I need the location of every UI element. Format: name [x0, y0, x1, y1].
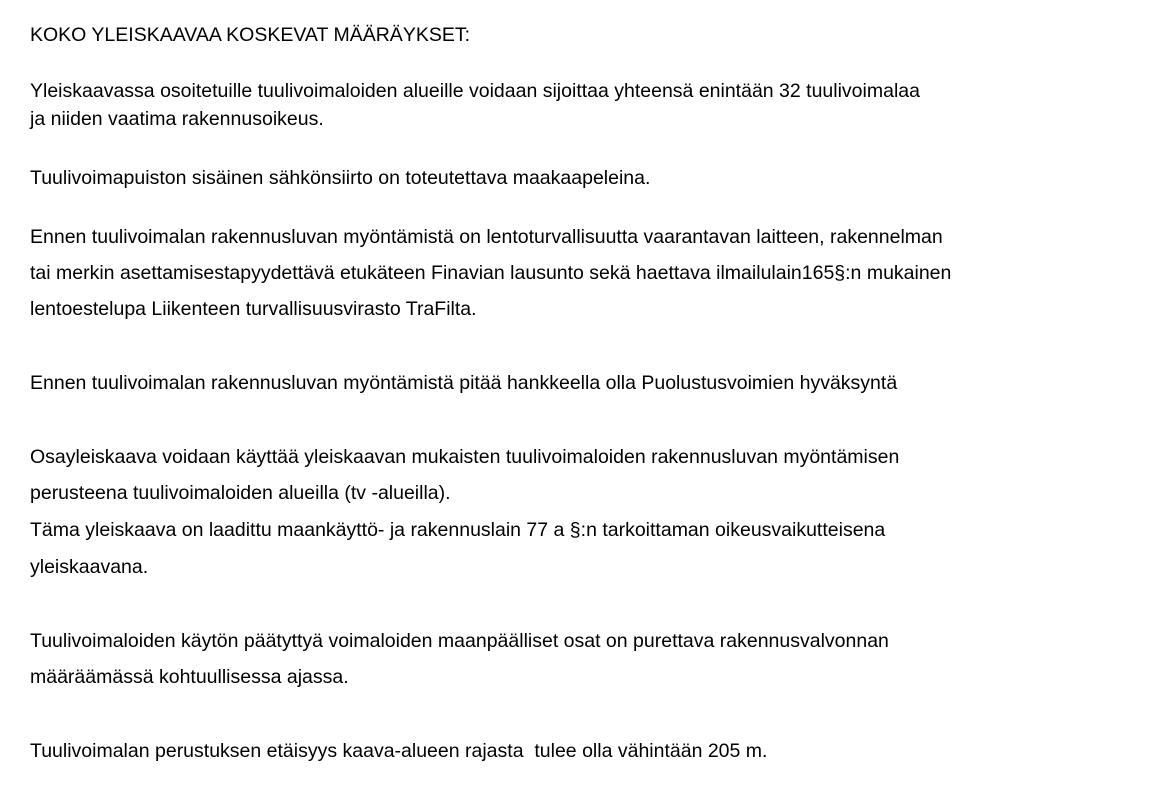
- paragraph-line: Tuulivoimalan perustuksen etäisyys kaava-alueen rajasta tulee olla vähintään 205 m.: [30, 740, 768, 762]
- paragraph-line: perusteena tuulivoimaloiden alueilla (tv -alueilla).: [30, 482, 451, 504]
- paragraph-line: lentoestelupa Liikenteen turvallisuusvirasto TraFilta.: [30, 298, 477, 320]
- paragraph-line: Täma yleiskaava on laadittu maankäyttö- ja rakennuslain 77 a §:n tarkoittaman oikeusvaikutteisena: [30, 519, 886, 541]
- paragraph-line: Osayleiskaava voidaan käyttää yleiskaavan mukaisten tuulivoimaloiden rakennusluvan myöntämisen: [30, 446, 900, 468]
- paragraph-line: määräämässä kohtuullisessa ajassa.: [30, 666, 349, 688]
- document-heading: KOKO YLEISKAAVAA KOSKEVAT MÄÄRÄYKSET:: [30, 24, 471, 46]
- paragraph-line: Ennen tuulivoimalan rakennusluvan myöntämistä pitää hankkeella olla Puolustusvoimien hyväksyntä: [30, 372, 898, 394]
- paragraph-line: tai merkin asettamisestapyydettävä etukäteen Finavian lausunto sekä haettava ilmailulain165§:n mukainen: [30, 262, 952, 284]
- paragraph-line: ja niiden vaatima rakennusoikeus.: [30, 108, 324, 130]
- paragraph-line: yleiskaavana.: [30, 556, 149, 578]
- paragraph-line: Tuulivoimapuiston sisäinen sähkönsiirto on toteutettava maakaapeleina.: [30, 167, 651, 189]
- paragraph-line: Tuulivoimaloiden käytön päätyttyä voimaloiden maanpäälliset osat on purettava rakennusvalvonnan: [30, 630, 889, 652]
- paragraph-line: Ennen tuulivoimalan rakennusluvan myöntämistä on lentoturvallisuutta vaarantavan laitteen, rakennelman: [30, 226, 943, 248]
- paragraph-line: Yleiskaavassa osoitetuille tuulivoimaloiden alueille voidaan sijoittaa yhteensä enintään 32 tuulivoimalaa: [30, 80, 920, 102]
